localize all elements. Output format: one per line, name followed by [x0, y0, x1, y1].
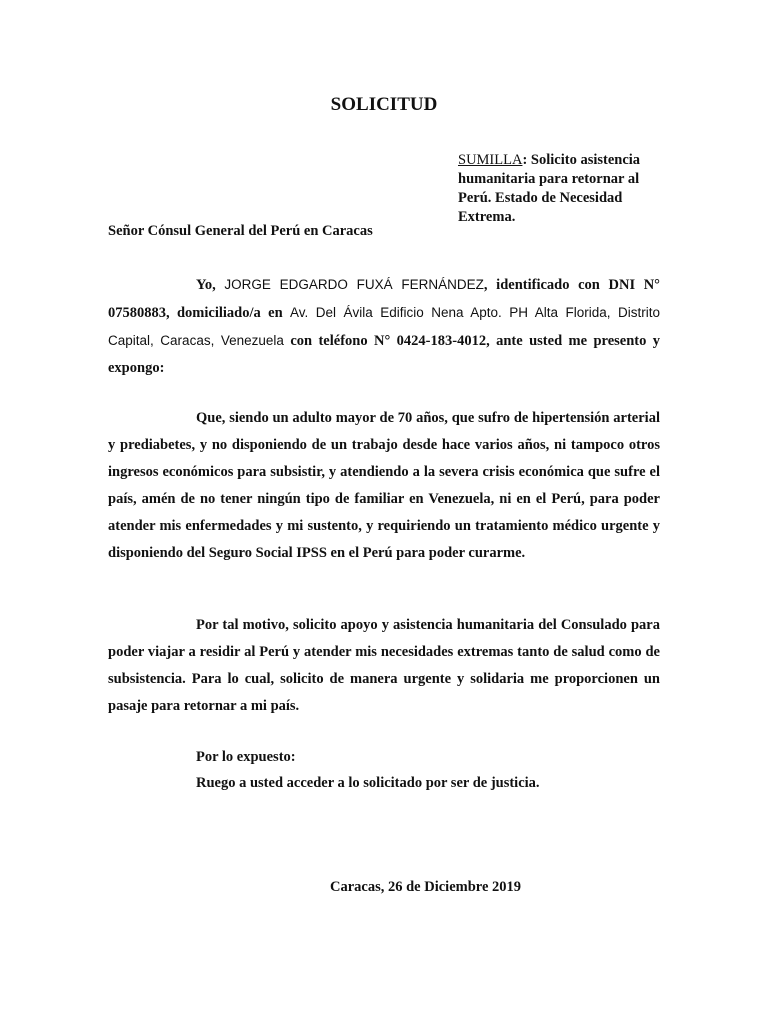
sumilla-block — [458, 151, 668, 227]
request-text: Por tal motivo, solicito apoyo y asistencia humanitaria del Consulado para poder viajar a residir al Perú y atender mis necesidades extremas tanto de salud como de subsistencia. Para lo cual, solicito de manera urgente y solidaria me proporcionen un pasaje para retornar a mi país. — [108, 617, 660, 714]
intro-id-text: , identificado con DNI N° 07580883, domiciliado/a en — [108, 277, 660, 321]
sumilla-text: : Solicito asistencia humanitaria para retornar al Perú. Estado de Necesidad Extrema. — [458, 152, 641, 225]
applicant-name: JORGE EDGARDO FUXÁ FERNÁNDEZ — [224, 277, 484, 292]
intro-prefix: Yo, — [196, 277, 225, 293]
intro-phone-text: con teléfono N° 0424-183-4012, ante usted me presento y expongo: — [108, 333, 661, 376]
paragraph-introduction — [108, 271, 660, 382]
paragraph-circumstances — [108, 405, 660, 567]
closing-line-2: Ruego a usted acceder a lo solicitado por ser de justicia. — [196, 775, 540, 791]
paragraph-request — [108, 612, 660, 720]
sumilla-label: SUMILLA — [458, 152, 523, 168]
closing-line-1: Por lo expuesto: — [196, 749, 296, 765]
document-date: Caracas, 26 de Diciembre 2019 — [330, 879, 522, 895]
applicant-address: Av. Del Ávila Edificio Nena Apto. PH Alta Florida, Distrito Capital, Caracas, Venezuela — [108, 305, 660, 348]
circumstances-text: Que, siendo un adulto mayor de 70 años, que sufro de hipertensión arterial y prediabetes, y no disponiendo de un trabajo desde hace varios años, ni tampoco otros ingresos económicos para subsistir, y atendiendo a la severa crisis económica que sufre el país, amén de no tener ningún tipo de familiar en Venezuela, ni en el Perú, para poder atender mis enfermedades y mi sustento, y requiriendo un tratamiento médico urgente y disponiendo del Seguro Social IPSS en el Perú para poder curarme. — [108, 410, 660, 561]
document-title: SOLICITUD — [330, 94, 438, 115]
addressee: Señor Cónsul General del Perú en Caracas — [108, 223, 373, 239]
